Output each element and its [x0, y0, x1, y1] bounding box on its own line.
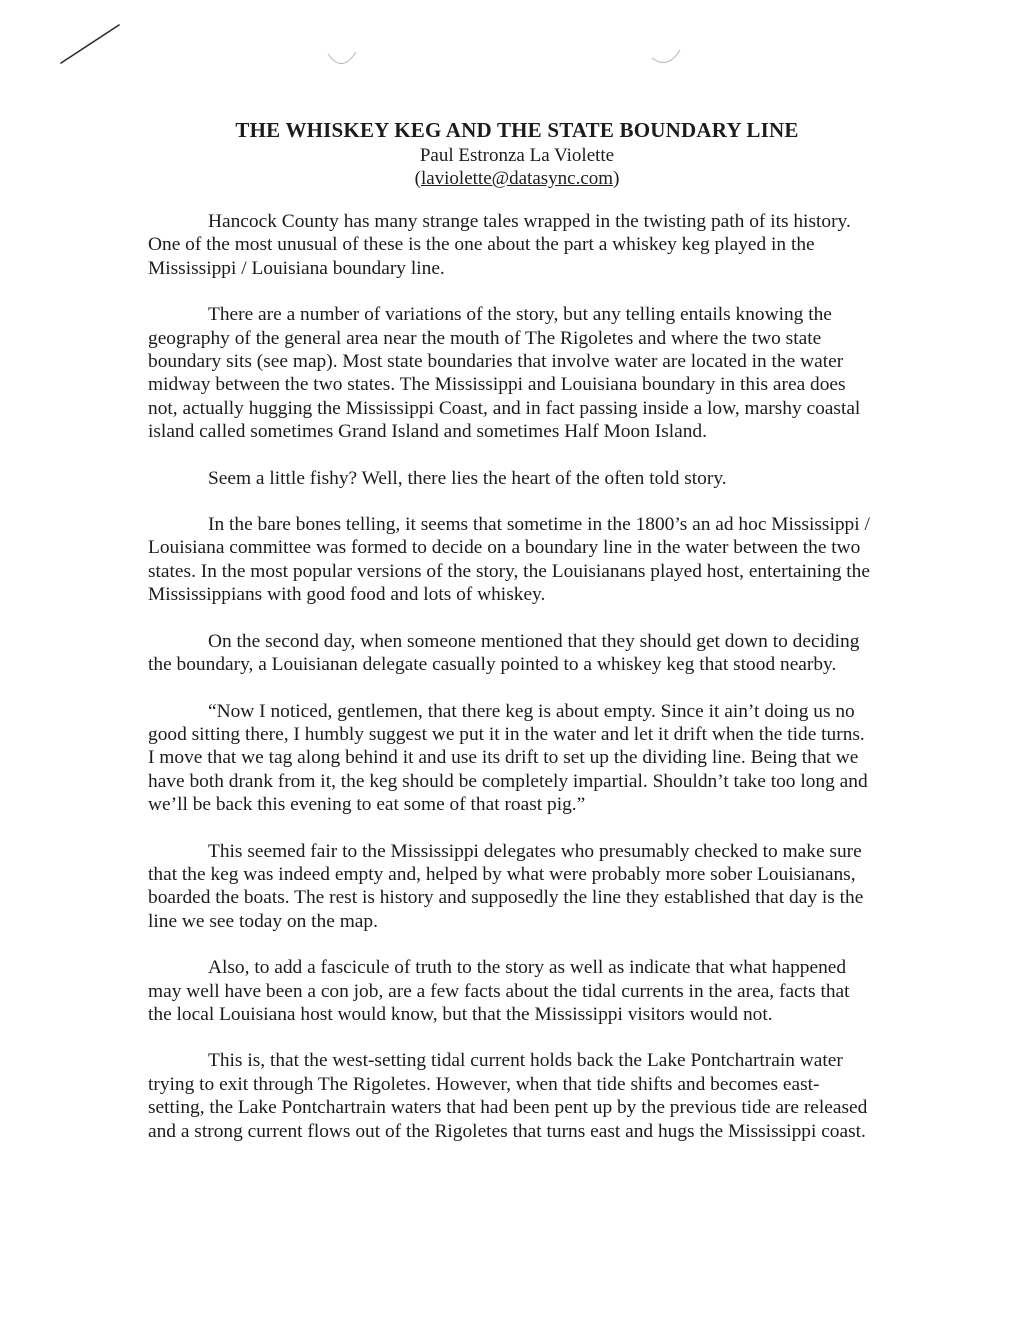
- paragraph: “Now I noticed, gentlemen, that there keg is about empty. Since it ain’t doing us no good sitting there, I humbly suggest we put it in the water and let it drift when the tide turns. I move that we tag along behind it and use its drift to set up the dividing line. Being that we have both drank from it, the keg should be completely impartial. Shouldn’t take too long and we’ll be back this evening to eat some of that roast pig.”: [148, 700, 868, 816]
- author-email-line: [14, 167, 1020, 190]
- paragraph: Seem a little fishy? Well, there lies the heart of the often told story.: [208, 467, 727, 489]
- email-close-paren: ): [613, 168, 620, 189]
- paragraph: Hancock County has many strange tales wrapped in the twisting path of its history. One of the most unusual of these is the one about the part a whiskey keg played in the Mississippi / Louisiana boundary line.: [148, 211, 851, 279]
- document-header: [0, 116, 1020, 190]
- document-body: [148, 210, 873, 1166]
- pen-stroke-icon: [58, 22, 122, 66]
- punch-hole-icon: [648, 46, 684, 72]
- paragraph: On the second day, when someone mentioned that they should get down to deciding the boundary, a Louisianan delegate casually pointed to a whiskey keg that stood nearby.: [148, 630, 860, 676]
- punch-hole-icon: [324, 46, 360, 72]
- email-open-paren: (: [414, 168, 421, 189]
- paragraph: There are a number of variations of the story, but any telling entails knowing the geography of the general area near the mouth of The Rigoletes and where the two state boundary sits (see map). Most state boundaries that involve water are located in the water midway between the two states. The Mississippi and Louisiana boundary in this area does not, actually hugging the Mississippi Coast, and in fact passing inside a low, marshy coastal island called sometimes Grand Island and sometimes Half Moon Island.: [148, 304, 861, 443]
- paragraph: Also, to add a fascicule of truth to the story as well as indicate that what happened may well have been a con job, are a few facts about the tidal currents in the area, facts that the local Louisiana host would know, but that the Mississippi visitors would not.: [148, 957, 850, 1025]
- paragraph: This is, that the west-setting tidal current holds back the Lake Pontchartrain water trying to exit through The Rigoletes. However, when that tide shifts and becomes east-setting, the Lake Pontchartrain waters that had been pent up by the previous tide are released and a strong current flows out of the Rigoletes that turns east and hugs the Mississippi coast.: [148, 1050, 868, 1142]
- document-title: THE WHISKEY KEG AND THE STATE BOUNDARY LINE: [235, 118, 799, 142]
- author-name: Paul Estronza La Violette: [419, 145, 615, 166]
- author-email-link[interactable]: laviolette@datasync.com: [420, 168, 614, 189]
- paragraph: In the bare bones telling, it seems that sometime in the 1800’s an ad hoc Mississippi / Louisiana committee was formed to decide on a boundary line in the water between the two states. In the most popular versions of the story, the Louisianans played host, entertaining the Mississippians with good food and lots of whiskey.: [148, 514, 870, 606]
- paragraph: This seemed fair to the Mississippi delegates who presumably checked to make sure that the keg was indeed empty and, helped by what were probably more sober Louisianans, boarded the boats. The rest is history and supposedly the line they established that day is the line we see today on the map.: [148, 840, 864, 932]
